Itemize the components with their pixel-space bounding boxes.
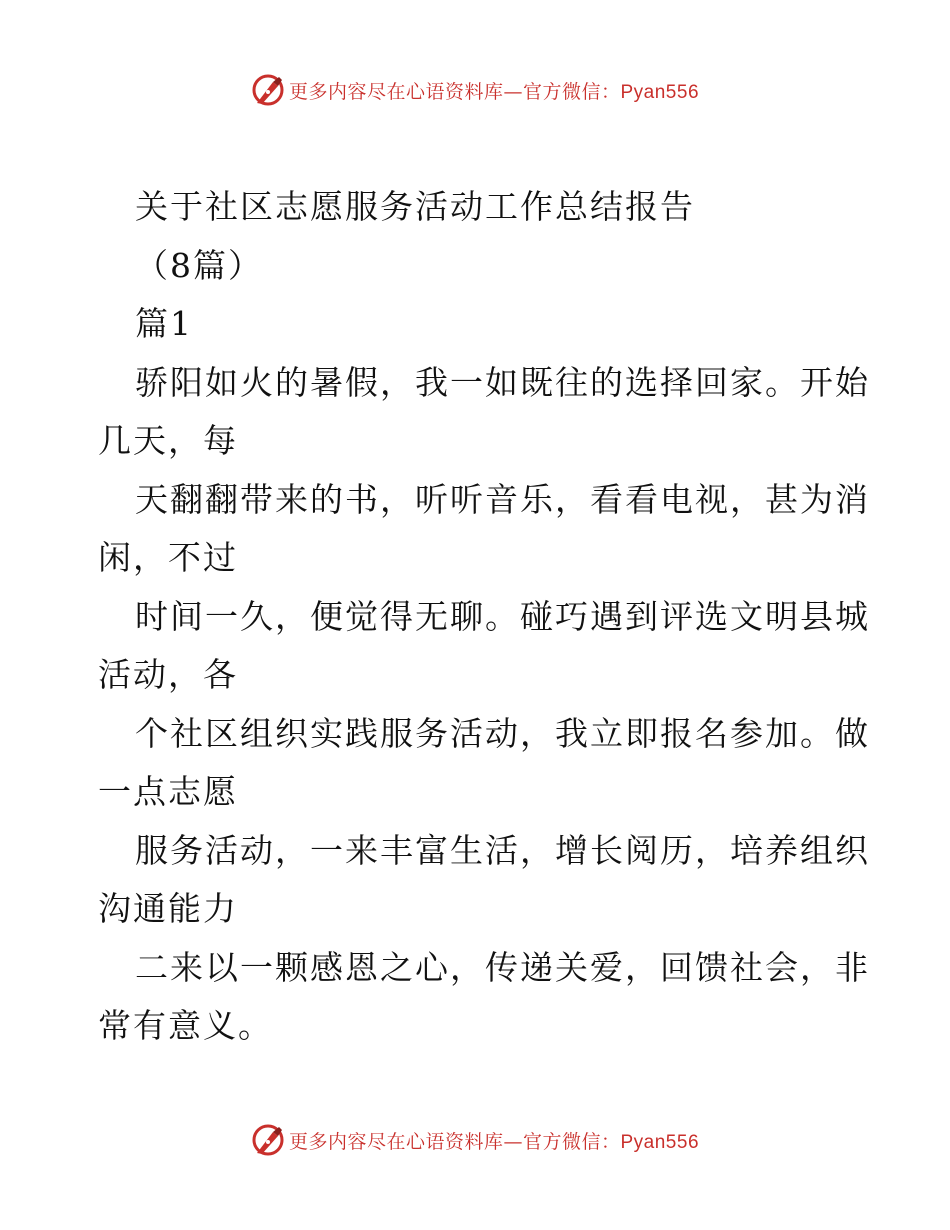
paragraph-line: 二来以一颗感恩之心，传递关爱，回馈社会，非 [135,947,870,987]
document-body [98,178,870,1056]
paragraph-line: 闲，不过 [98,538,238,577]
pen-nib-logo-icon [251,73,285,107]
paragraph-line: 天翻翻带来的书，听听音乐，看看电视，甚为消 [135,479,870,519]
footer-banner-text [289,1127,699,1154]
paragraph-line: 时间一久，便觉得无聊。碰巧遇到评选文明县城 [135,596,870,636]
document-title: 关于社区志愿服务活动工作总结报告 [135,187,695,226]
section-heading: 篇1 [135,304,193,343]
footer-banner-handle: Pyan556 [620,1131,700,1153]
header-banner [0,70,950,110]
footer-banner-label: 更多内容尽在心语资料库—官方微信： [288,1130,621,1153]
header-banner-handle: Pyan556 [620,81,700,103]
paragraph-line: 几天，每 [98,421,238,460]
paragraph-line: 活动，各 [98,655,238,694]
header-banner-text [289,77,699,104]
paragraph-line: 一点志愿 [98,772,238,811]
pen-nib-logo-icon [251,1123,285,1157]
document-subtitle: （8篇） [135,245,263,285]
footer-banner [0,1120,950,1160]
header-banner-label: 更多内容尽在心语资料库—官方微信： [288,80,621,103]
paragraph-line: 骄阳如火的暑假，我一如既往的选择回家。开始 [135,362,870,402]
paragraph-line: 个社区组织实践服务活动，我立即报名参加。做 [135,713,870,753]
paragraph-line: 沟通能力 [98,889,238,928]
paragraph-line: 服务活动，一来丰富生活，增长阅历，培养组织 [135,830,870,870]
paragraph-line: 常有意义。 [98,1006,273,1045]
